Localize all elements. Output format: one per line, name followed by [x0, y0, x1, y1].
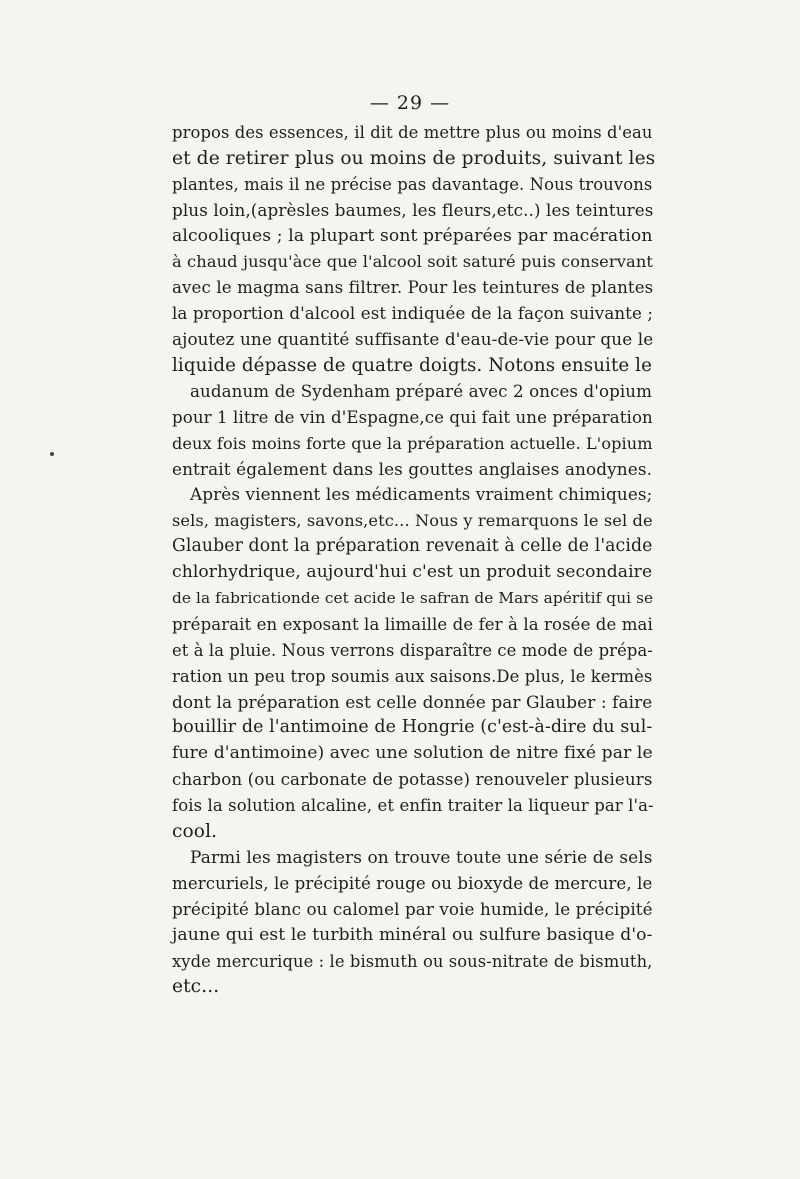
body-text: [172, 120, 656, 1000]
text-line: et de retirer plus ou moins de produits, suivant les: [172, 147, 656, 169]
text-line: fure d'antimoine) avec une solution de nitre fixé par le: [172, 743, 653, 764]
text-line: à chaud jusqu'àce que l'alcool soit saturé puis conservant: [172, 252, 654, 272]
text-line: alcooliques ; la plupart sont préparées par macération: [172, 225, 653, 246]
text-line: pour 1 litre de vin d'Espagne,ce qui fait une préparation: [172, 407, 653, 427]
text-line: plantes, mais il ne précise pas davantage. Nous trouvons: [172, 174, 653, 194]
text-line: liquide dépasse de quatre doigts. Notons ensuite le: [172, 355, 652, 377]
text-line: sels, magisters, savons,etc... Nous y remarquons le sel de: [172, 511, 653, 531]
page-number: — 29 —: [369, 92, 451, 114]
text-line: entrait également dans les gouttes anglaises anodynes.: [172, 458, 653, 479]
text-line: charbon (ou carbonate de potasse) renouveler plusieurs: [172, 770, 653, 790]
text-line: ration un peu trop soumis aux saisons.De plus, le kermès: [172, 666, 653, 686]
text-line: la proportion d'alcool est indiquée de la façon suivante ;: [172, 304, 654, 324]
text-line: propos des essences, il dit de mettre plus ou moins d'eau: [172, 123, 653, 142]
text-line: Glauber dont la préparation revenait à celle de l'acide: [172, 536, 653, 557]
text-line: avec le magma sans filtrer. Pour les teintures de plantes: [172, 278, 654, 298]
text-line: jaune qui est le turbith minéral ou sulfure basique d'o-: [172, 924, 653, 945]
text-line: et à la pluie. Nous verrons disparaître ce mode de prépa-: [172, 640, 653, 660]
text-line: deux fois moins forte que la préparation actuelle. L'opium: [172, 433, 653, 453]
text-line: bouillir de l'antimoine de Hongrie (c'est-à-dire du sul-: [172, 717, 653, 738]
text-line: etc...: [172, 976, 220, 998]
text-line: fois la solution alcaline, et enfin traiter la liqueur par l'a-: [172, 796, 654, 816]
text-line: chlorhydrique, aujourd'hui c'est un produit secondaire: [172, 562, 653, 583]
text-line: xyde mercurique : le bismuth ou sous-nitrate de bismuth,: [172, 951, 653, 971]
text-line: préparait en exposant la limaille de fer à la rosée de mai: [172, 614, 653, 634]
text-line: mercuriels, le précipité rouge ou bioxyde de mercure, le: [172, 873, 653, 893]
text-line: plus loin,(aprèsles baumes, les fleurs,etc..) les teintures: [172, 199, 654, 220]
text-line: de la fabricationde cet acide le safran de Mars apéritif qui se: [172, 589, 654, 608]
margin-mark: [50, 452, 54, 456]
text-line: Après viennent les médicaments vraiment chimiques;: [190, 484, 653, 505]
text-line: cool.: [172, 821, 218, 843]
text-line: Parmi les magisters on trouve toute une série de sels: [190, 846, 653, 867]
text-line: ajoutez une quantité suffisante d'eau-de-vie pour que le: [172, 329, 654, 350]
text-line: dont la préparation est celle donnée par Glauber : faire: [172, 691, 653, 712]
text-line: audanum de Sydenham préparé avec 2 onces d'opium: [190, 381, 652, 401]
text-line: précipité blanc ou calomel par voie humide, le précipité: [172, 898, 653, 919]
